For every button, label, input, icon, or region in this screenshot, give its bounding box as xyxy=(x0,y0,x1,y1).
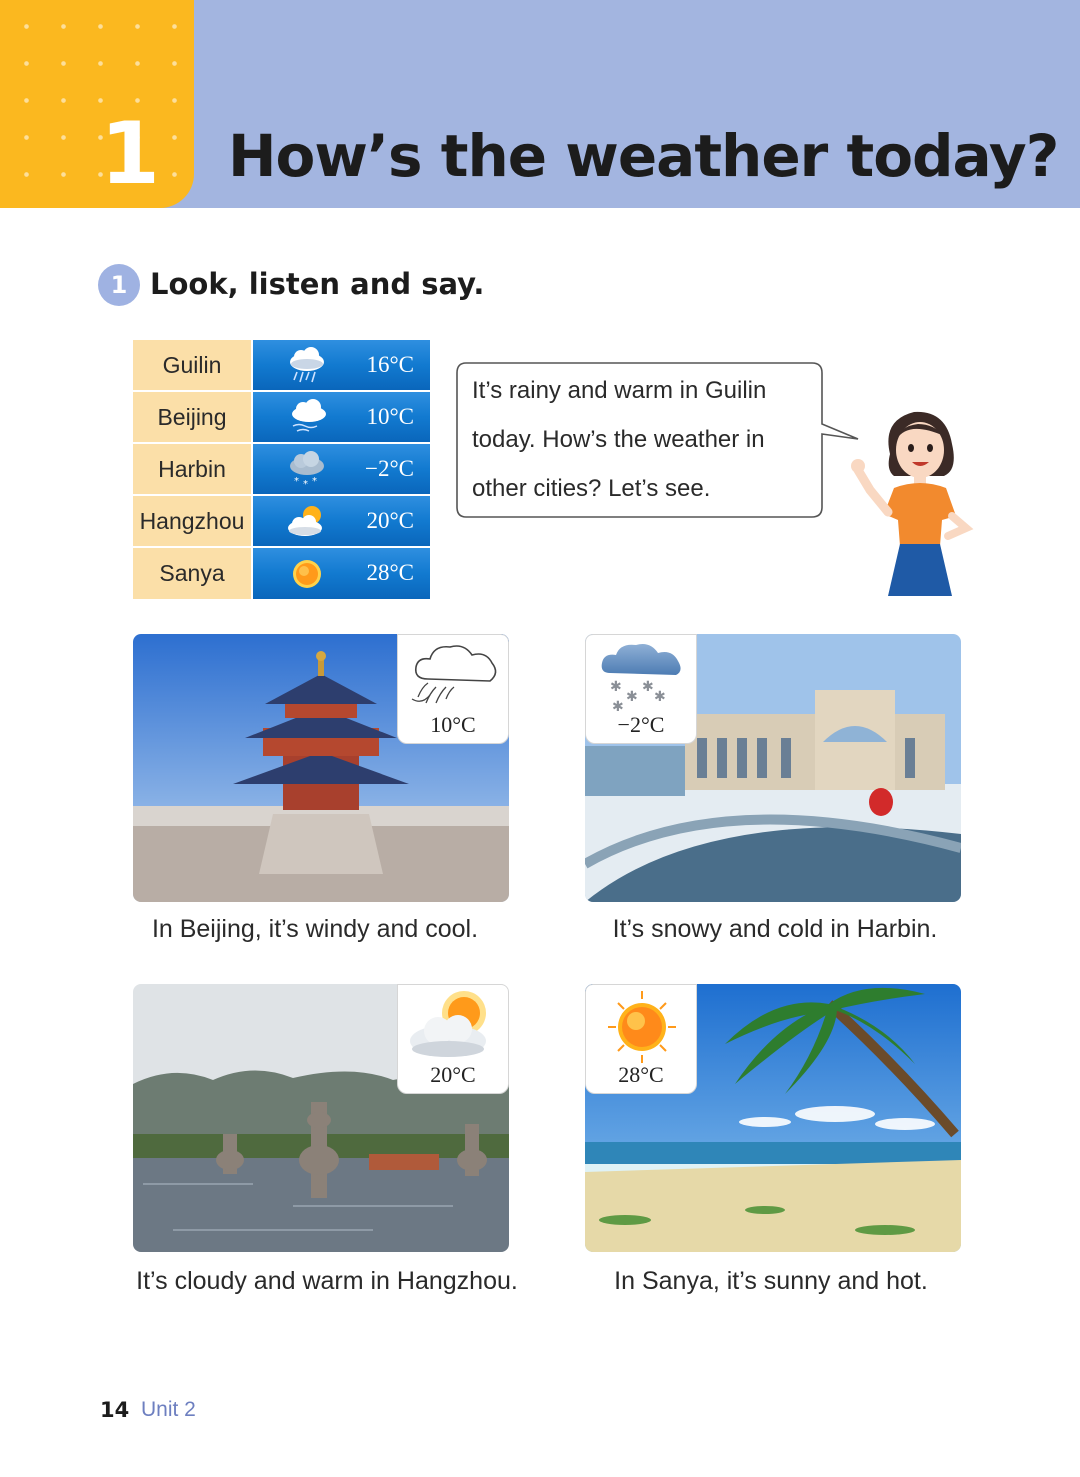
svg-text:✱: ✱ xyxy=(626,689,638,705)
speech-line: today. How’s the weather in xyxy=(472,426,765,453)
photo-hangzhou xyxy=(133,984,509,1252)
forecast-temperature: 28°C xyxy=(366,560,414,585)
forecast-row xyxy=(133,392,430,444)
sun-cloud-icon xyxy=(283,501,331,541)
section-number-badge: 1 xyxy=(98,264,140,306)
forecast-row xyxy=(133,444,430,496)
forecast-weather-cell xyxy=(253,548,430,599)
unit-label: Unit 2 xyxy=(141,1398,196,1421)
svg-text:*: * xyxy=(303,479,308,489)
photo-beijing xyxy=(133,634,509,902)
section-heading: Look, listen and say. xyxy=(150,267,485,301)
weather-card xyxy=(397,634,509,744)
card-temperature: −2°C xyxy=(617,712,665,737)
forecast-weather-cell xyxy=(253,392,430,442)
lesson-number: 1 xyxy=(100,104,160,204)
weather-card xyxy=(585,634,697,744)
wind-cloud-icon xyxy=(283,397,331,437)
forecast-city: Harbin xyxy=(133,444,253,494)
speech-text xyxy=(472,366,812,513)
photo-harbin xyxy=(585,634,961,902)
svg-text:✱: ✱ xyxy=(612,699,624,713)
forecast-row xyxy=(133,548,430,599)
forecast-weather-cell xyxy=(253,444,430,494)
forecast-temperature: −2°C xyxy=(364,456,414,481)
forecast-temperature: 16°C xyxy=(366,352,414,377)
forecast-temperature: 10°C xyxy=(366,404,414,429)
card-temperature: 28°C xyxy=(618,1062,664,1087)
photo-caption: It’s snowy and cold in Harbin. xyxy=(612,915,938,943)
rain-cloud-icon xyxy=(283,345,331,385)
photo-caption: In Sanya, it’s sunny and hot. xyxy=(614,1267,928,1295)
svg-text:*: * xyxy=(312,476,317,487)
speech-line: other cities? Let’s see. xyxy=(472,475,711,502)
svg-text:✱: ✱ xyxy=(610,679,622,695)
weather-card xyxy=(585,984,697,1094)
forecast-temperature: 20°C xyxy=(366,508,414,533)
speech-line: It’s rainy and warm in Guilin xyxy=(472,377,767,404)
page-number: 14 xyxy=(100,1398,130,1422)
forecast-weather-cell xyxy=(253,340,430,390)
forecast-table xyxy=(133,340,430,599)
forecast-city: Beijing xyxy=(133,392,253,442)
forecast-weather-cell xyxy=(253,496,430,546)
forecast-row xyxy=(133,340,430,392)
wind-cloud-icon xyxy=(404,639,504,713)
forecast-city: Hangzhou xyxy=(133,496,253,546)
card-temperature: 20°C xyxy=(430,1062,476,1087)
teacher-illustration xyxy=(848,400,988,598)
card-temperature: 10°C xyxy=(430,712,476,737)
sun-icon xyxy=(283,553,331,593)
photo-caption: In Beijing, it’s windy and cool. xyxy=(151,915,479,943)
page-title: How’s the weather today? xyxy=(228,122,1059,190)
forecast-city: Guilin xyxy=(133,340,253,390)
forecast-row xyxy=(133,496,430,548)
svg-text:✱: ✱ xyxy=(654,689,666,705)
sun-cloud-icon xyxy=(404,989,504,1063)
photo-sanya xyxy=(585,984,961,1252)
sun-icon xyxy=(592,989,692,1063)
lesson-number-block xyxy=(0,0,194,208)
photo-caption: It’s cloudy and warm in Hangzhou. xyxy=(136,1267,518,1295)
weather-card xyxy=(397,984,509,1094)
svg-text:*: * xyxy=(294,476,299,487)
snow-cloud-icon xyxy=(283,449,331,489)
svg-text:✱: ✱ xyxy=(642,679,654,695)
forecast-city: Sanya xyxy=(133,548,253,599)
snow-cloud-icon xyxy=(592,639,692,713)
